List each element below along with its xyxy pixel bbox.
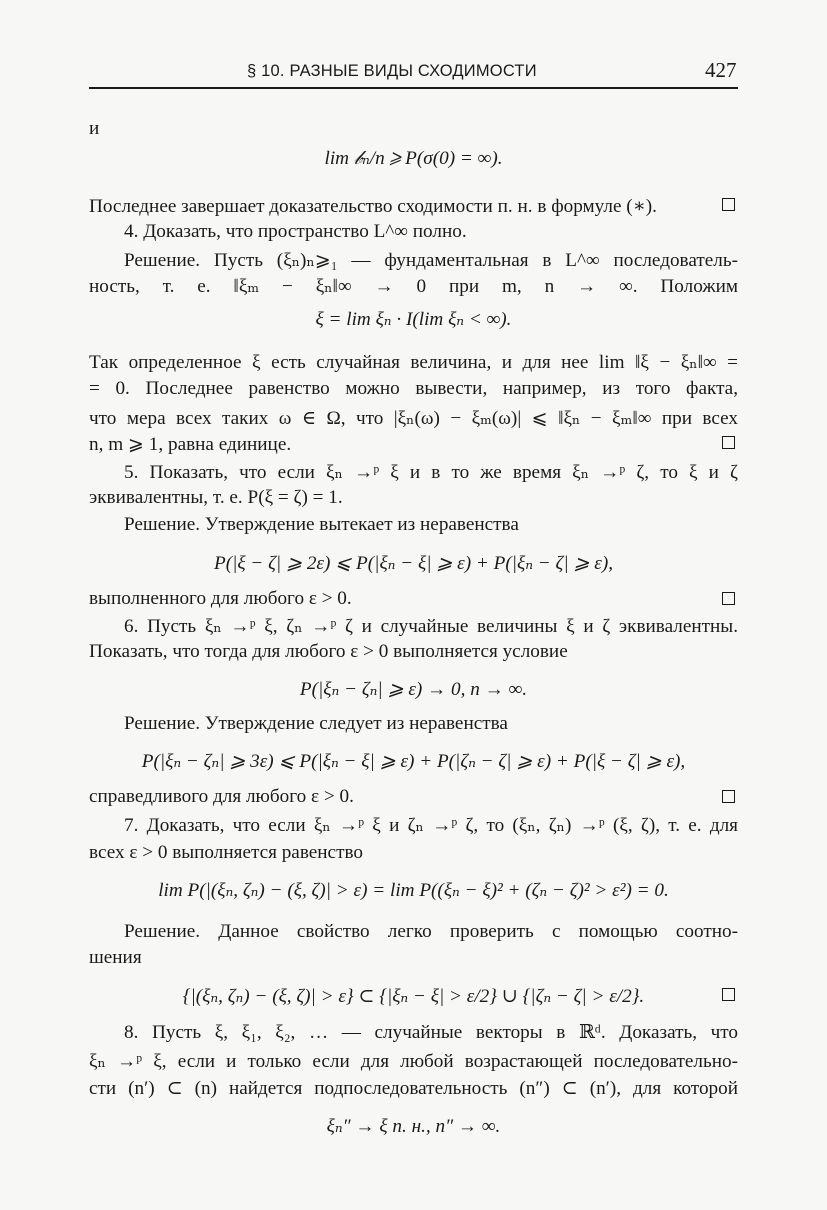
text-line: = 0. Последнее равенство можно вывести, например, из того факта, (89, 378, 738, 399)
text-line: и (89, 118, 100, 139)
header-rule (89, 87, 738, 89)
formula-as-convergence-8: ξₙ″ → ξ п. н., n″ → ∞. (326, 1116, 501, 1137)
qed-square (722, 198, 735, 211)
text-line: Показать, что тогда для любого ε > 0 выполняется условие (89, 641, 568, 662)
text-line: выполненного для любого ε > 0. (89, 588, 352, 609)
solution-4-line: Решение. Пусть (ξₙ)ₙ⩾₁ — фундаментальная в L^∞ последователь- (124, 250, 738, 271)
text-line: n, m ⩾ 1, равна единице. (89, 434, 292, 455)
formula-convergence-6: P(|ξₙ − ζₙ| ⩾ ε) → 0, n → ∞. (299, 679, 528, 700)
text-line: Последнее завершает доказательство сходимости п. н. в формуле (∗). (89, 196, 657, 217)
qed-square (722, 436, 735, 449)
qed-square (722, 790, 735, 803)
text-line: что мера всех таких ω ∈ Ω, что |ξₙ(ω) − ξₘ(ω)| ⩽ ‖ξₙ − ξₘ‖∞ при всех (89, 408, 738, 429)
formula-xi-def: ξ = lim ξₙ · I(lim ξₙ < ∞). (315, 309, 512, 330)
text-line: ность, т. е. ‖ξₘ − ξₙ‖∞ → 0 при m, n → ∞. Положим (89, 276, 738, 297)
text-line: Так определенное ξ есть случайная величина, и для нее lim ‖ξ − ξₙ‖∞ = (89, 352, 738, 373)
formula-limit-7: lim P(|(ξₙ, ζₙ) − (ξ, ζ)| > ε) = lim P((ξₙ − ξ)² + (ζₙ − ζ)² > ε²) = 0. (158, 880, 669, 901)
formula-inequality-6: P(|ξₙ − ζₙ| ⩾ 3ε) ⩽ P(|ξₙ − ξ| ⩾ ε) + P(|ζₙ − ζ| ⩾ ε) + P(|ξ − ζ| ⩾ ε), (141, 751, 686, 772)
problem-6: 6. Пусть ξₙ →ᵖ ξ, ζₙ →ᵖ ζ и случайные величины ξ и ζ эквивалентны. (124, 616, 738, 637)
page-number: 427 (705, 58, 737, 82)
text-line: справедливого для любого ε > 0. (89, 786, 354, 807)
qed-square (722, 988, 735, 1001)
formula-limit-b: lim 𝒷ₙ/n ⩾ P(σ(0) = ∞). (324, 148, 503, 169)
formula-inequality-5: P(|ξ − ζ| ⩾ 2ε) ⩽ P(|ξₙ − ξ| ⩾ ε) + P(|ξₙ − ζ| ⩾ ε), (213, 553, 614, 574)
formula-inclusion-7: {|(ξₙ, ζₙ) − (ξ, ζ)| > ε} ⊂ {|ξₙ − ξ| > ε/2} ∪ {|ζₙ − ζ| > ε/2}. (182, 986, 645, 1007)
problem-7: 7. Доказать, что если ξₙ →ᵖ ξ и ζₙ →ᵖ ζ, то (ξₙ, ζₙ) →ᵖ (ξ, ζ), т. е. для (124, 815, 738, 836)
problem-8: 8. Пусть ξ, ξ₁, ξ₂, … — случайные векторы в ℝᵈ. Доказать, что (124, 1022, 738, 1043)
solution-5-line: Решение. Утверждение вытекает из неравенства (124, 514, 519, 535)
text-line: ξₙ →ᵖ ξ, если и только если для любой возрастающей последовательно- (89, 1051, 738, 1072)
problem-5: 5. Показать, что если ξₙ →ᵖ ξ и в то же время ξₙ →ᵖ ζ, то ξ и ζ (124, 462, 738, 483)
solution-7-line: Решение. Данное свойство легко проверить с помощью соотно- (124, 921, 738, 942)
text-line: эквивалентны, т. е. P(ξ = ζ) = 1. (89, 487, 343, 508)
running-header-title: § 10. РАЗНЫЕ ВИДЫ СХОДИМОСТИ (247, 62, 537, 80)
text-line: шения (89, 947, 142, 968)
solution-6-line: Решение. Утверждение следует из неравенства (124, 713, 508, 734)
text-line: сти (n′) ⊂ (n) найдется подпоследовательность (n″) ⊂ (n′), для которой (89, 1078, 738, 1099)
text-line: всех ε > 0 выполняется равенство (89, 842, 363, 863)
problem-4: 4. Доказать, что пространство L^∞ полно. (124, 221, 467, 242)
qed-square (722, 592, 735, 605)
